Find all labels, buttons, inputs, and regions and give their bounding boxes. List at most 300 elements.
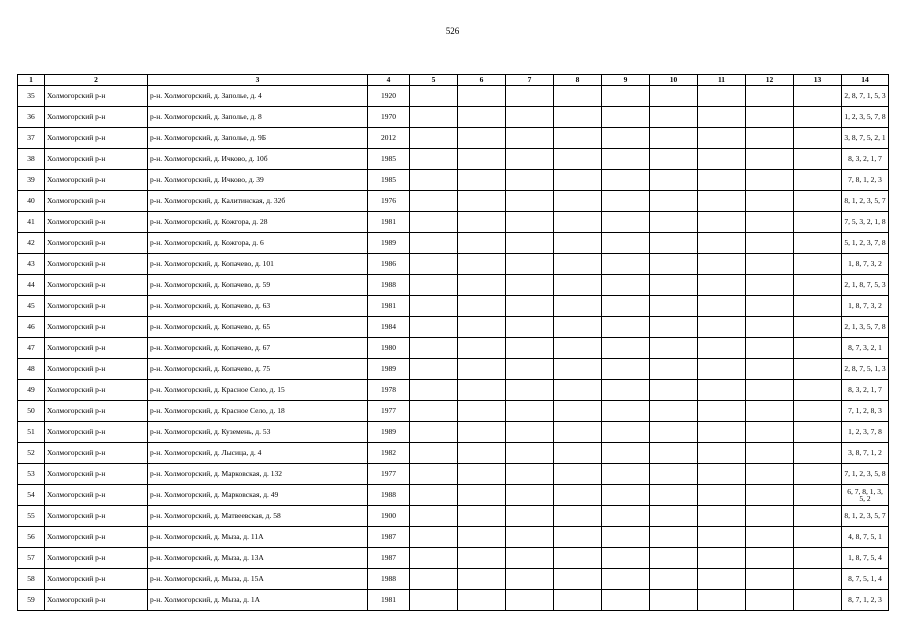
empty-cell — [410, 485, 458, 506]
empty-cell — [698, 464, 746, 485]
empty-cell — [698, 170, 746, 191]
empty-cell — [698, 485, 746, 506]
empty-cell — [794, 191, 842, 212]
column-header-12: 12 — [746, 75, 794, 86]
empty-cell — [650, 149, 698, 170]
sequence-cell: 8, 3, 2, 1, 7 — [842, 149, 889, 170]
empty-cell — [506, 506, 554, 527]
empty-cell — [554, 464, 602, 485]
district-cell: Холмогорский р-н — [45, 422, 148, 443]
sequence-cell: 1, 8, 7, 5, 4 — [842, 548, 889, 569]
empty-cell — [794, 275, 842, 296]
empty-cell — [794, 443, 842, 464]
year-cell: 2012 — [368, 128, 410, 149]
table-row — [18, 86, 889, 107]
empty-cell — [410, 170, 458, 191]
row-number: 38 — [18, 149, 45, 170]
sequence-cell: 8, 3, 2, 1, 7 — [842, 380, 889, 401]
empty-cell — [410, 464, 458, 485]
empty-cell — [746, 380, 794, 401]
empty-cell — [794, 128, 842, 149]
empty-cell — [602, 443, 650, 464]
sequence-cell: 1, 2, 3, 5, 7, 8 — [842, 107, 889, 128]
year-cell: 1985 — [368, 149, 410, 170]
empty-cell — [554, 254, 602, 275]
empty-cell — [410, 317, 458, 338]
empty-cell — [410, 506, 458, 527]
year-cell: 1900 — [368, 506, 410, 527]
empty-cell — [506, 107, 554, 128]
address-cell: р-н. Холмогорский, д. Мыза, д. 15А — [148, 569, 368, 590]
empty-cell — [554, 128, 602, 149]
empty-cell — [650, 338, 698, 359]
district-cell: Холмогорский р-н — [45, 380, 148, 401]
empty-cell — [602, 170, 650, 191]
district-cell: Холмогорский р-н — [45, 107, 148, 128]
row-number: 49 — [18, 380, 45, 401]
empty-cell — [506, 128, 554, 149]
empty-cell — [458, 527, 506, 548]
table-row — [18, 569, 889, 590]
empty-cell — [554, 527, 602, 548]
empty-cell — [794, 296, 842, 317]
table-row — [18, 338, 889, 359]
empty-cell — [458, 128, 506, 149]
column-header-7: 7 — [506, 75, 554, 86]
empty-cell — [650, 380, 698, 401]
address-cell: р-н. Холмогорский, д. Копачево, д. 75 — [148, 359, 368, 380]
empty-cell — [698, 191, 746, 212]
empty-cell — [554, 233, 602, 254]
empty-cell — [554, 401, 602, 422]
empty-cell — [698, 527, 746, 548]
empty-cell — [698, 548, 746, 569]
empty-cell — [698, 212, 746, 233]
empty-cell — [650, 128, 698, 149]
empty-cell — [602, 506, 650, 527]
year-cell: 1988 — [368, 569, 410, 590]
empty-cell — [458, 191, 506, 212]
table-row — [18, 317, 889, 338]
district-cell: Холмогорский р-н — [45, 86, 148, 107]
district-cell: Холмогорский р-н — [45, 464, 148, 485]
empty-cell — [458, 254, 506, 275]
empty-cell — [458, 107, 506, 128]
empty-cell — [458, 86, 506, 107]
empty-cell — [698, 443, 746, 464]
sequence-cell: 3, 8, 7, 5, 2, 1 — [842, 128, 889, 149]
district-cell: Холмогорский р-н — [45, 128, 148, 149]
row-number: 58 — [18, 569, 45, 590]
table-row — [18, 359, 889, 380]
district-cell: Холмогорский р-н — [45, 443, 148, 464]
empty-cell — [506, 590, 554, 611]
empty-cell — [410, 443, 458, 464]
empty-cell — [794, 233, 842, 254]
empty-cell — [602, 107, 650, 128]
empty-cell — [794, 464, 842, 485]
empty-cell — [458, 443, 506, 464]
address-cell: р-н. Холмогорский, д. Лысица, д. 4 — [148, 443, 368, 464]
address-cell: р-н. Холмогорский, д. Матвеевская, д. 58 — [148, 506, 368, 527]
sequence-cell: 6, 7, 8, 1, 3, 5, 2 — [842, 485, 889, 506]
empty-cell — [746, 86, 794, 107]
empty-cell — [794, 548, 842, 569]
empty-cell — [746, 233, 794, 254]
empty-cell — [602, 149, 650, 170]
sequence-cell: 2, 8, 7, 5, 1, 3 — [842, 359, 889, 380]
year-cell: 1982 — [368, 443, 410, 464]
row-number: 40 — [18, 191, 45, 212]
empty-cell — [602, 128, 650, 149]
column-header-3: 3 — [148, 75, 368, 86]
empty-cell — [602, 191, 650, 212]
empty-cell — [698, 86, 746, 107]
table-row — [18, 275, 889, 296]
empty-cell — [794, 317, 842, 338]
address-cell: р-н. Холмогорский, д. Копачево, д. 65 — [148, 317, 368, 338]
address-cell: р-н. Холмогорский, д. Копачево, д. 67 — [148, 338, 368, 359]
year-cell: 1988 — [368, 275, 410, 296]
empty-cell — [698, 590, 746, 611]
empty-cell — [650, 170, 698, 191]
empty-cell — [410, 275, 458, 296]
empty-cell — [650, 443, 698, 464]
year-cell: 1981 — [368, 212, 410, 233]
empty-cell — [746, 485, 794, 506]
empty-cell — [554, 590, 602, 611]
sequence-cell: 7, 8, 1, 2, 3 — [842, 170, 889, 191]
district-cell: Холмогорский р-н — [45, 485, 148, 506]
empty-cell — [746, 128, 794, 149]
column-header-10: 10 — [650, 75, 698, 86]
empty-cell — [602, 359, 650, 380]
empty-cell — [554, 149, 602, 170]
empty-cell — [746, 401, 794, 422]
empty-cell — [746, 359, 794, 380]
empty-cell — [506, 527, 554, 548]
year-cell: 1970 — [368, 107, 410, 128]
address-cell: р-н. Холмогорский, д. Заполье, д. 9Б — [148, 128, 368, 149]
empty-cell — [410, 233, 458, 254]
empty-cell — [506, 296, 554, 317]
empty-cell — [650, 422, 698, 443]
empty-cell — [410, 359, 458, 380]
empty-cell — [698, 107, 746, 128]
district-cell: Холмогорский р-н — [45, 191, 148, 212]
empty-cell — [746, 212, 794, 233]
address-cell: р-н. Холмогорский, д. Кожгора, д. 28 — [148, 212, 368, 233]
empty-cell — [746, 107, 794, 128]
empty-cell — [554, 443, 602, 464]
row-number: 44 — [18, 275, 45, 296]
sequence-cell: 7, 5, 3, 2, 1, 8 — [842, 212, 889, 233]
empty-cell — [458, 170, 506, 191]
empty-cell — [650, 569, 698, 590]
empty-cell — [506, 485, 554, 506]
row-number: 47 — [18, 338, 45, 359]
empty-cell — [410, 380, 458, 401]
empty-cell — [794, 107, 842, 128]
empty-cell — [554, 170, 602, 191]
empty-cell — [698, 569, 746, 590]
empty-cell — [698, 254, 746, 275]
empty-cell — [458, 422, 506, 443]
empty-cell — [458, 317, 506, 338]
district-cell: Холмогорский р-н — [45, 338, 148, 359]
empty-cell — [602, 380, 650, 401]
empty-cell — [458, 590, 506, 611]
row-number: 59 — [18, 590, 45, 611]
empty-cell — [650, 107, 698, 128]
column-header-1: 1 — [18, 75, 45, 86]
empty-cell — [794, 170, 842, 191]
empty-cell — [458, 380, 506, 401]
empty-cell — [698, 128, 746, 149]
empty-cell — [794, 590, 842, 611]
year-cell: 1989 — [368, 422, 410, 443]
empty-cell — [410, 86, 458, 107]
address-cell: р-н. Холмогорский, д. Мыза, д. 11А — [148, 527, 368, 548]
empty-cell — [698, 149, 746, 170]
row-number: 41 — [18, 212, 45, 233]
year-cell: 1980 — [368, 338, 410, 359]
year-cell: 1987 — [368, 548, 410, 569]
empty-cell — [554, 569, 602, 590]
empty-cell — [698, 296, 746, 317]
address-cell: р-н. Холмогорский, д. Заполье, д. 8 — [148, 107, 368, 128]
empty-cell — [410, 212, 458, 233]
row-number: 42 — [18, 233, 45, 254]
district-cell: Холмогорский р-н — [45, 296, 148, 317]
year-cell: 1985 — [368, 170, 410, 191]
empty-cell — [554, 275, 602, 296]
empty-cell — [650, 233, 698, 254]
table-row — [18, 170, 889, 191]
page-number: 526 — [445, 26, 460, 36]
sequence-cell: 8, 7, 5, 1, 4 — [842, 569, 889, 590]
year-cell: 1981 — [368, 296, 410, 317]
empty-cell — [458, 296, 506, 317]
empty-cell — [602, 296, 650, 317]
empty-cell — [410, 107, 458, 128]
empty-cell — [458, 506, 506, 527]
empty-cell — [794, 422, 842, 443]
district-cell: Холмогорский р-н — [45, 275, 148, 296]
address-cell: р-н. Холмогорский, д. Куземень, д. 53 — [148, 422, 368, 443]
row-number: 36 — [18, 107, 45, 128]
empty-cell — [602, 254, 650, 275]
empty-cell — [506, 317, 554, 338]
row-number: 55 — [18, 506, 45, 527]
empty-cell — [746, 149, 794, 170]
year-cell: 1984 — [368, 317, 410, 338]
column-header-13: 13 — [794, 75, 842, 86]
sequence-cell: 1, 8, 7, 3, 2 — [842, 296, 889, 317]
empty-cell — [554, 380, 602, 401]
empty-cell — [794, 485, 842, 506]
district-cell: Холмогорский р-н — [45, 359, 148, 380]
year-cell: 1977 — [368, 464, 410, 485]
address-cell: р-н. Холмогорский, д. Кожгора, д. 6 — [148, 233, 368, 254]
district-cell: Холмогорский р-н — [45, 548, 148, 569]
empty-cell — [410, 191, 458, 212]
table-row — [18, 590, 889, 611]
row-number: 43 — [18, 254, 45, 275]
empty-cell — [746, 548, 794, 569]
empty-cell — [554, 359, 602, 380]
empty-cell — [698, 233, 746, 254]
empty-cell — [698, 380, 746, 401]
row-number: 37 — [18, 128, 45, 149]
column-header-2: 2 — [45, 75, 148, 86]
empty-cell — [650, 275, 698, 296]
empty-cell — [602, 422, 650, 443]
empty-cell — [698, 317, 746, 338]
empty-cell — [794, 380, 842, 401]
empty-cell — [458, 485, 506, 506]
empty-cell — [554, 506, 602, 527]
sequence-cell: 1, 2, 3, 7, 8 — [842, 422, 889, 443]
row-number: 56 — [18, 527, 45, 548]
empty-cell — [554, 317, 602, 338]
empty-cell — [746, 338, 794, 359]
row-number: 51 — [18, 422, 45, 443]
table-row — [18, 380, 889, 401]
row-number: 50 — [18, 401, 45, 422]
empty-cell — [506, 338, 554, 359]
empty-cell — [602, 590, 650, 611]
district-cell: Холмогорский р-н — [45, 212, 148, 233]
empty-cell — [410, 254, 458, 275]
address-cell: р-н. Холмогорский, д. Ичково, д. 39 — [148, 170, 368, 191]
empty-cell — [794, 86, 842, 107]
column-header-4: 4 — [368, 75, 410, 86]
empty-cell — [506, 548, 554, 569]
empty-cell — [506, 254, 554, 275]
row-number: 39 — [18, 170, 45, 191]
empty-cell — [506, 422, 554, 443]
address-cell: р-н. Холмогорский, д. Марковская, д. 132 — [148, 464, 368, 485]
sequence-cell: 2, 1, 8, 7, 5, 3 — [842, 275, 889, 296]
year-cell: 1977 — [368, 401, 410, 422]
empty-cell — [602, 212, 650, 233]
year-cell: 1978 — [368, 380, 410, 401]
empty-cell — [506, 212, 554, 233]
table-row — [18, 254, 889, 275]
empty-cell — [746, 569, 794, 590]
empty-cell — [602, 527, 650, 548]
empty-cell — [458, 275, 506, 296]
empty-cell — [506, 86, 554, 107]
sequence-cell: 3, 8, 7, 1, 2 — [842, 443, 889, 464]
empty-cell — [794, 359, 842, 380]
empty-cell — [506, 191, 554, 212]
year-cell: 1976 — [368, 191, 410, 212]
empty-cell — [650, 296, 698, 317]
empty-cell — [458, 338, 506, 359]
table-row — [18, 212, 889, 233]
table-row — [18, 149, 889, 170]
sequence-cell: 2, 8, 7, 1, 5, 3 — [842, 86, 889, 107]
empty-cell — [410, 548, 458, 569]
sequence-cell: 8, 7, 3, 2, 1 — [842, 338, 889, 359]
empty-cell — [746, 590, 794, 611]
empty-cell — [650, 506, 698, 527]
empty-cell — [794, 149, 842, 170]
district-cell: Холмогорский р-н — [45, 254, 148, 275]
empty-cell — [506, 275, 554, 296]
empty-cell — [458, 359, 506, 380]
empty-cell — [554, 212, 602, 233]
empty-cell — [698, 401, 746, 422]
address-cell: р-н. Холмогорский, д. Красное Село, д. 18 — [148, 401, 368, 422]
empty-cell — [602, 338, 650, 359]
row-number: 57 — [18, 548, 45, 569]
empty-cell — [698, 275, 746, 296]
empty-cell — [506, 170, 554, 191]
empty-cell — [410, 401, 458, 422]
year-cell: 1989 — [368, 233, 410, 254]
empty-cell — [410, 296, 458, 317]
table-row — [18, 107, 889, 128]
empty-cell — [410, 422, 458, 443]
row-number: 53 — [18, 464, 45, 485]
row-number: 45 — [18, 296, 45, 317]
table-row — [18, 548, 889, 569]
district-cell: Холмогорский р-н — [45, 149, 148, 170]
empty-cell — [506, 464, 554, 485]
empty-cell — [458, 149, 506, 170]
column-header-8: 8 — [554, 75, 602, 86]
year-cell: 1920 — [368, 86, 410, 107]
table-row — [18, 506, 889, 527]
empty-cell — [794, 254, 842, 275]
address-cell: р-н. Холмогорский, д. Мыза, д. 1А — [148, 590, 368, 611]
address-cell: р-н. Холмогорский, д. Копачево, д. 63 — [148, 296, 368, 317]
district-cell: Холмогорский р-н — [45, 317, 148, 338]
empty-cell — [650, 212, 698, 233]
empty-cell — [602, 485, 650, 506]
address-cell: р-н. Холмогорский, д. Калитинская, д. 32б — [148, 191, 368, 212]
year-cell: 1989 — [368, 359, 410, 380]
empty-cell — [746, 296, 794, 317]
empty-cell — [506, 233, 554, 254]
sequence-cell: 2, 1, 3, 5, 7, 8 — [842, 317, 889, 338]
empty-cell — [746, 275, 794, 296]
empty-cell — [746, 170, 794, 191]
empty-cell — [650, 254, 698, 275]
empty-cell — [650, 548, 698, 569]
sequence-cell: 7, 1, 2, 8, 3 — [842, 401, 889, 422]
empty-cell — [554, 86, 602, 107]
empty-cell — [554, 296, 602, 317]
sequence-cell: 8, 1, 2, 3, 5, 7 — [842, 191, 889, 212]
empty-cell — [506, 359, 554, 380]
empty-cell — [650, 86, 698, 107]
address-cell: р-н. Холмогорский, д. Мыза, д. 13А — [148, 548, 368, 569]
sequence-cell: 4, 8, 7, 5, 1 — [842, 527, 889, 548]
column-header-5: 5 — [410, 75, 458, 86]
column-header-9: 9 — [602, 75, 650, 86]
row-number: 48 — [18, 359, 45, 380]
empty-cell — [506, 443, 554, 464]
table-row — [18, 401, 889, 422]
address-cell: р-н. Холмогорский, д. Красное Село, д. 15 — [148, 380, 368, 401]
table-row — [18, 233, 889, 254]
address-cell: р-н. Холмогорский, д. Марковская, д. 49 — [148, 485, 368, 506]
sequence-cell: 1, 8, 7, 3, 2 — [842, 254, 889, 275]
